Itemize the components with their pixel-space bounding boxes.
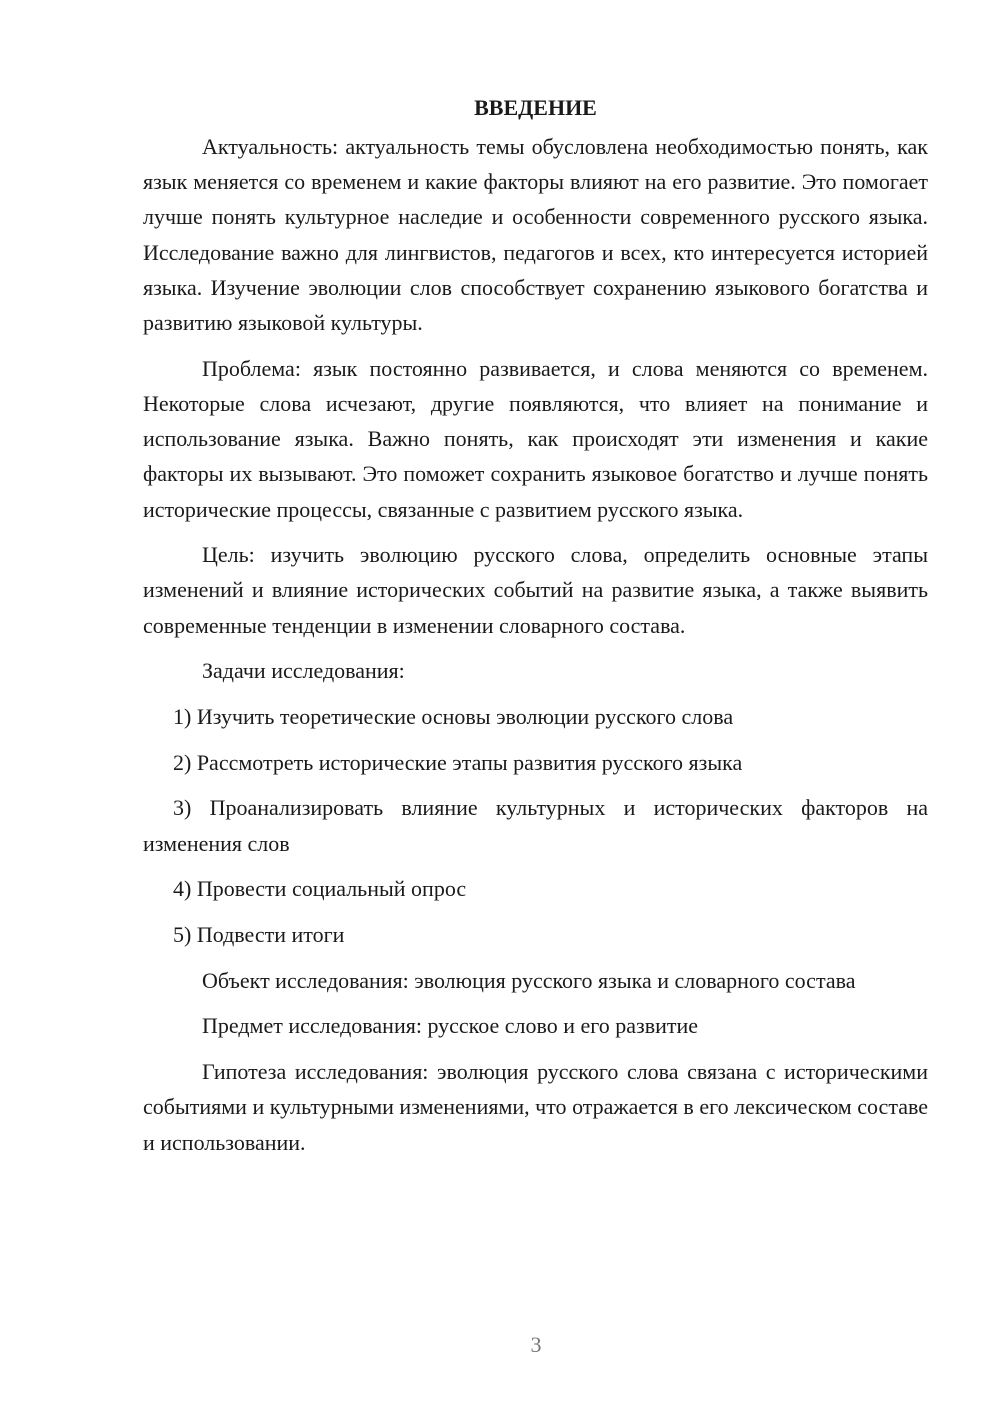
- page-number: 3: [530, 1332, 542, 1357]
- paragraph-goal: Цель: изучить эволюцию русского слова, определить основные этапы изменений и влияние исторических событий на развитие языка, а также выявить современные тенденции в изменении словарного состава.: [143, 542, 928, 638]
- page-body: [143, 90, 928, 1170]
- list-item-task-2: 2) Рассмотреть исторические этапы развития русского языка: [173, 749, 743, 775]
- paragraph-object: Объект исследования: эволюция русского языка и словарного состава: [202, 967, 856, 993]
- paragraph-problem: Проблема: язык постоянно развивается, и слова меняются со временем. Некоторые слова исчезают, другие появляются, что влияет на понимание и использование языка. Важно понять, как происходят эти изменения и какие факторы их вызывают. Это поможет сохранить языковое богатство и лучше понять исторические процессы, связанные с развитием русского языка.: [143, 355, 928, 522]
- list-item-task-3: 3) Проанализировать влияние культурных и исторических факторов на изменения слов: [143, 795, 928, 856]
- list-item-task-5: 5) Подвести итоги: [173, 922, 345, 948]
- paragraph-subject: Предмет исследования: русское слово и его развитие: [202, 1013, 699, 1039]
- paragraph-relevance: Актуальность: актуальность темы обусловлена необходимостью понять, как язык меняется со временем и какие факторы влияют на его развитие. Это помогает лучше понять культурное наследие и особенности современного русского языка. Исследование важно для лингвистов, педагогов и всех, кто интересуется историей языка. Изучение эволюции слов способствует сохранению языкового богатства и развитию языковой культуры.: [143, 134, 928, 336]
- list-item-task-4: 4) Провести социальный опрос: [173, 876, 467, 902]
- paragraph-tasks-heading: Задачи исследования:: [202, 658, 405, 684]
- paragraph-hypothesis: Гипотеза исследования: эволюция русского слова связана с историческими событиями и культурными изменениями, что отражается в его лексическом составе и использовании.: [143, 1059, 928, 1155]
- page-title: ВВЕДЕНИЕ: [474, 95, 597, 120]
- list-item-task-1: 1) Изучить теоретические основы эволюции русского слова: [173, 704, 734, 730]
